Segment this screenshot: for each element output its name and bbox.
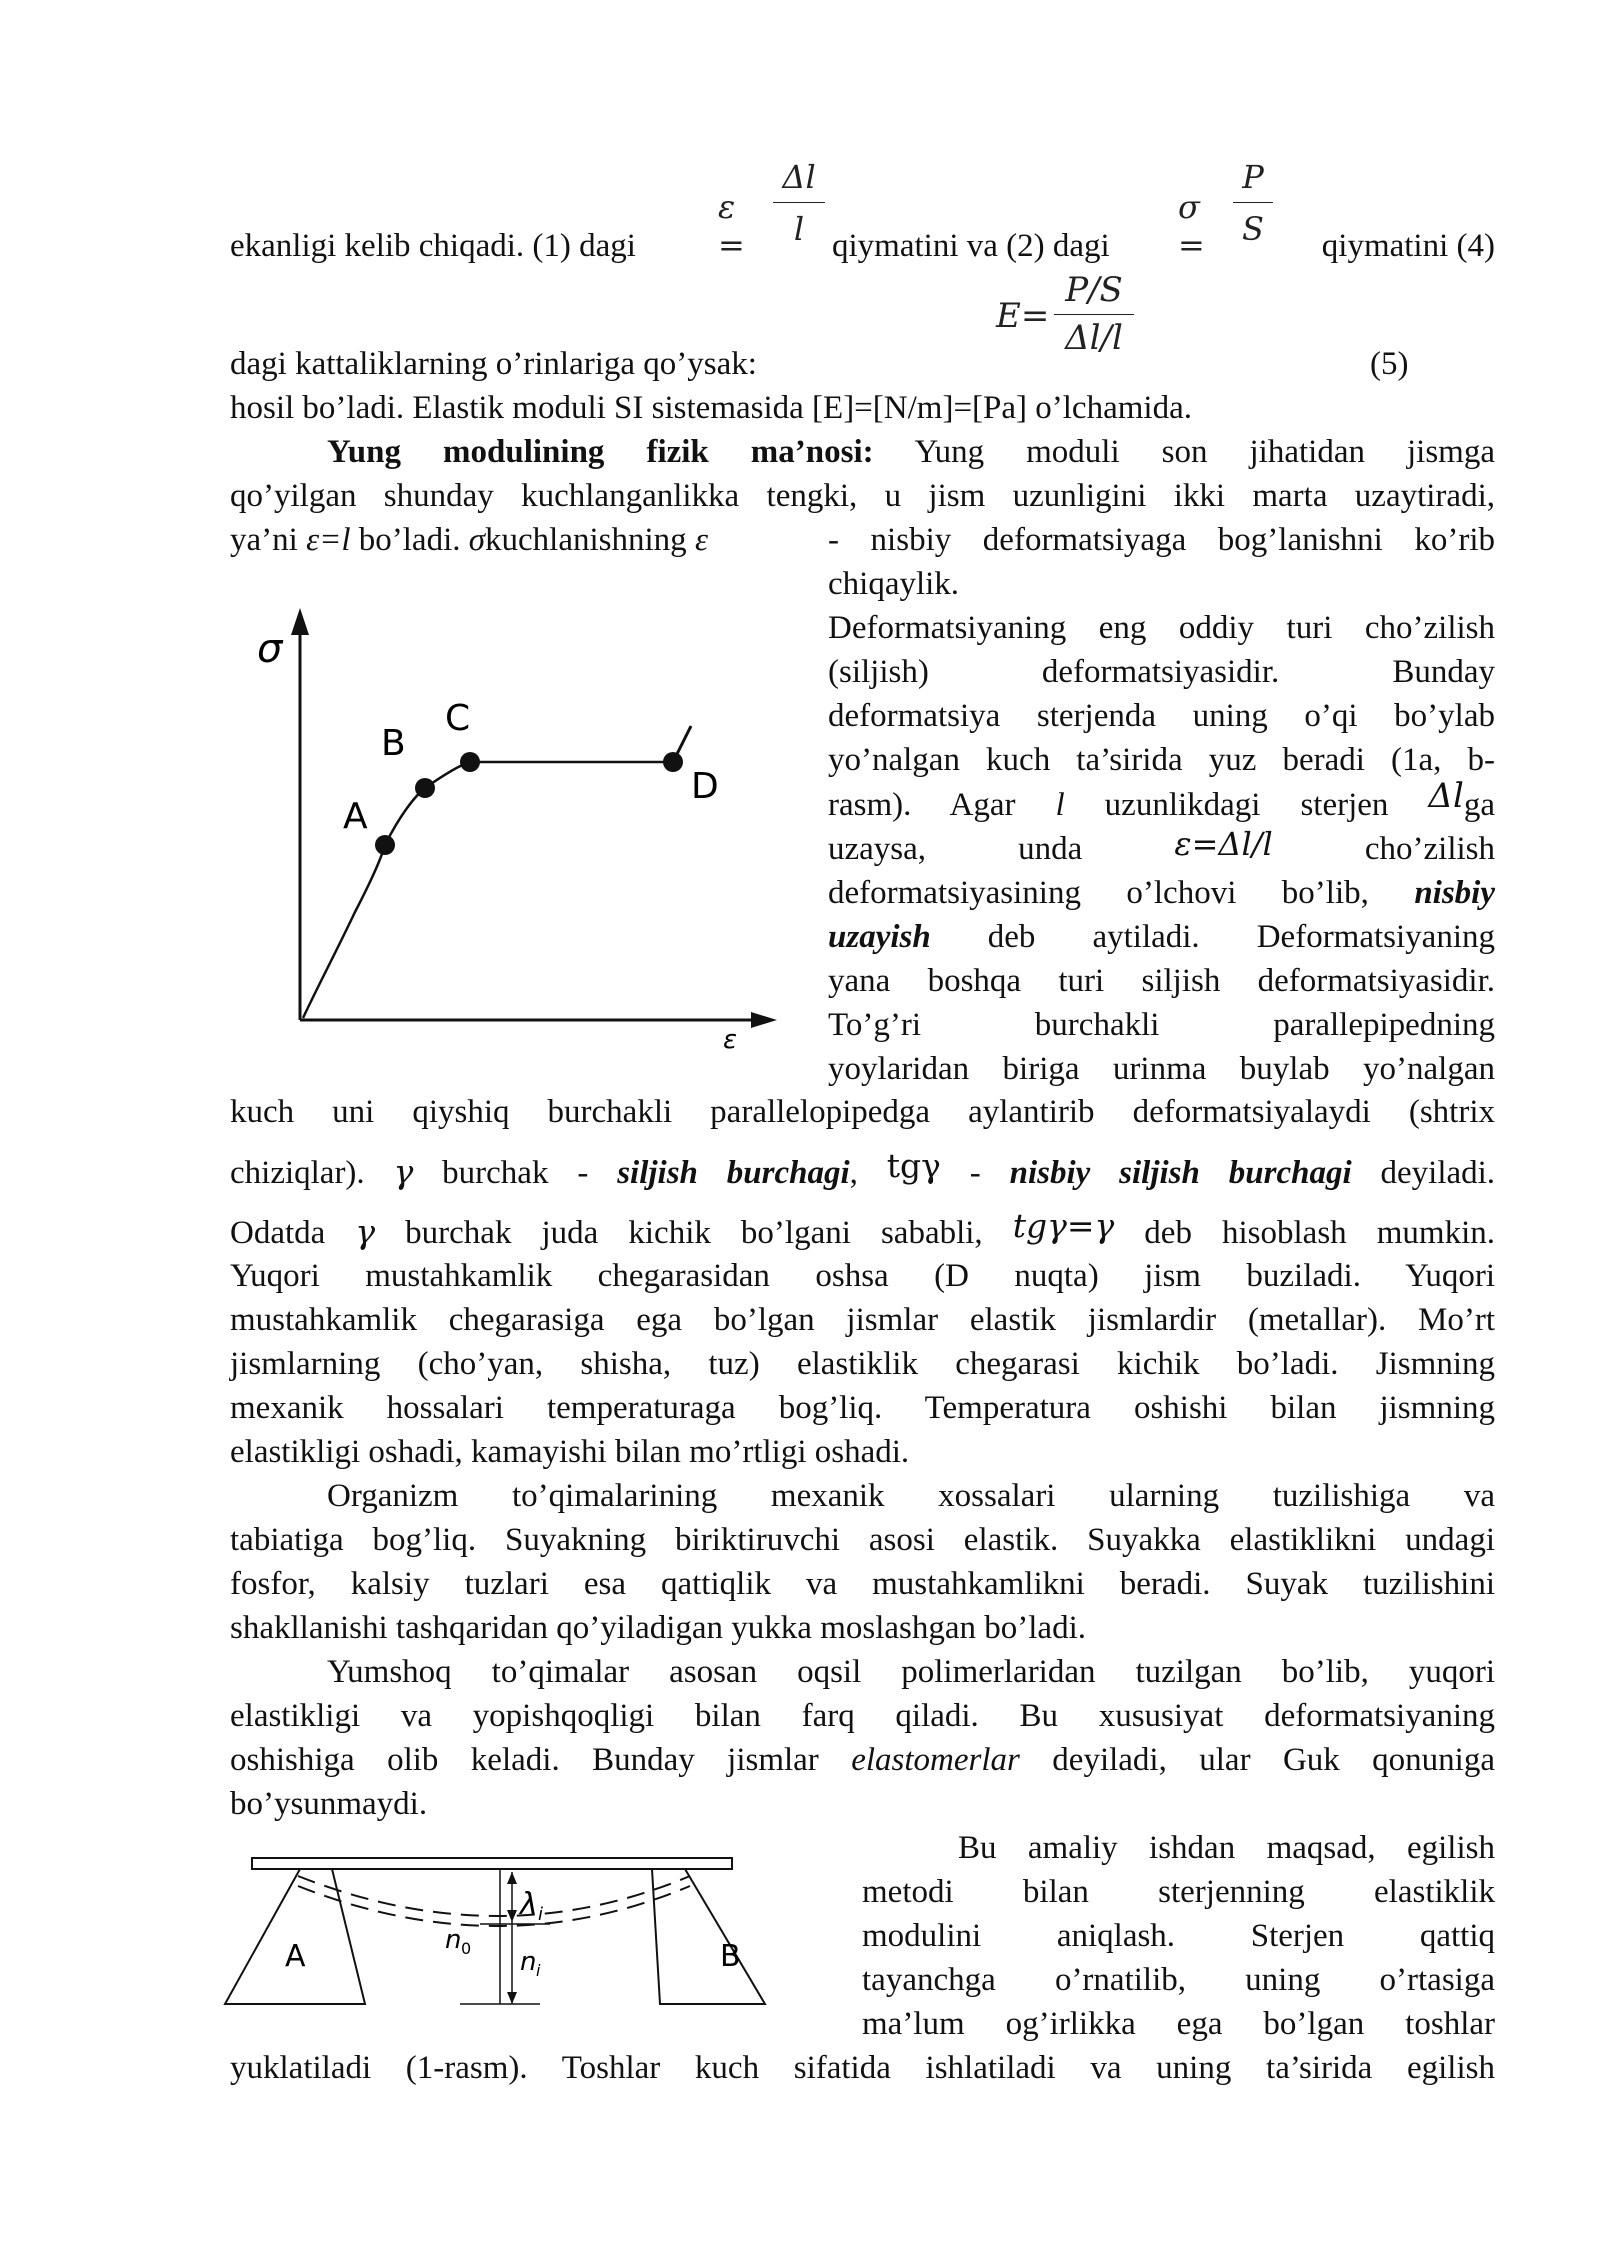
text-line bbox=[230, 1090, 1495, 1134]
point-c bbox=[460, 752, 480, 772]
text-line bbox=[828, 871, 1495, 915]
lambda-label: λ bbox=[520, 1887, 538, 1922]
text-line bbox=[828, 776, 1495, 826]
math-span: γ bbox=[393, 1152, 414, 1191]
bold-italic-term: siljish burchagi bbox=[617, 1155, 850, 1191]
text-span: ga bbox=[1463, 787, 1495, 823]
text-line: metodi bilan sterjenning elastiklik bbox=[862, 1874, 1495, 1910]
formula-denominator: S bbox=[1242, 210, 1264, 248]
text-line: Bu amaliy ishdan maqsad, egilish bbox=[958, 1830, 1495, 1866]
text-line bbox=[327, 430, 1495, 474]
beam bbox=[252, 1858, 732, 1869]
text-line bbox=[230, 1206, 1495, 1255]
text-span: dagi kattaliklarning o’rinlariga qo’ysak: bbox=[230, 346, 757, 382]
wrapped-text-column bbox=[828, 518, 1495, 1091]
x-axis-label: ε bbox=[723, 1025, 738, 1055]
text-line: yana boshqa turi siljish deformatsiyasidir. bbox=[828, 963, 1495, 999]
support-a-label: A bbox=[285, 1939, 306, 1974]
deflected-beam-upper bbox=[298, 1876, 690, 1916]
text-span: burchak - bbox=[442, 1155, 589, 1191]
text-span: deyiladi, ular Guk qonuniga bbox=[1052, 1742, 1496, 1778]
text-span: - bbox=[969, 1155, 981, 1191]
y-axis-label: σ bbox=[257, 626, 283, 672]
text-line: To’g’ri burchakli parallepipedning bbox=[828, 1007, 1495, 1043]
text-line: yuklatiladi (1-rasm). Toshlar kuch sifatida ishlatiladi va uning ta’sirida egilish bbox=[230, 2050, 1495, 2086]
formula-denominator: Δl/l bbox=[1065, 318, 1123, 358]
text-line bbox=[230, 474, 1495, 518]
text-span: deb aytiladi. Deformatsiyaning bbox=[987, 919, 1495, 955]
n0-label: n bbox=[445, 1925, 462, 1955]
text-line: deformatsiya sterjenda uning o’qi bo’ylab bbox=[828, 698, 1495, 734]
text-line: Yumshoq to’qimalar asosan oqsil polimerlaridan tuzilgan bo’lib, yuqori bbox=[327, 1654, 1495, 1690]
math-span: Δl bbox=[1428, 776, 1464, 816]
text-line bbox=[230, 342, 1495, 386]
text-line bbox=[828, 915, 1495, 959]
text-line: modulini aniqlash. Sterjen qattiq bbox=[862, 1918, 1495, 1954]
label-d: D bbox=[691, 766, 719, 807]
text-line: Yuqori mustahkamlik chegarasidan oshsa (D nuqta) jism buziladi. Yuqori bbox=[230, 1258, 1495, 1294]
arrow-head bbox=[507, 1992, 517, 2004]
text-span: bo’ladi. bbox=[358, 522, 461, 558]
n0-subscript: 0 bbox=[461, 1939, 472, 1958]
x-axis-arrow bbox=[751, 1012, 777, 1028]
text-line: shakllanishi tashqaridan qo’yiladigan yukka moslashgan bo’ladi. bbox=[230, 1610, 1086, 1646]
text-span: kuchlanishning bbox=[485, 522, 687, 558]
text-span: ekanligi kelib chiqadi. (1) dagi bbox=[230, 228, 636, 264]
text-line: elastikligi oshadi, kamayishi bilan mo’rtligi oshadi. bbox=[230, 1434, 910, 1470]
bold-heading: Yung modulining fizik ma’nosi: bbox=[327, 434, 874, 470]
text-span: cho’zilish bbox=[1364, 831, 1496, 867]
math-span: γ bbox=[355, 1212, 376, 1251]
text-span: deyiladi. bbox=[1380, 1155, 1496, 1191]
beam-bending-diagram bbox=[220, 1836, 780, 2016]
text-line: fosfor, kalsiy tuzlari esa qattiqlik va mustahkamlikni beradi. Suyak tuzilishini bbox=[230, 1566, 1495, 1602]
label-c: C bbox=[445, 698, 471, 739]
math-span: ε=l bbox=[306, 522, 351, 558]
text-line: elastikligi va yopishqoqligi bilan farq qiladi. Bu xususiyat deformatsiyaning bbox=[230, 1698, 1495, 1734]
text-span: qiymatini va (2) dagi bbox=[832, 228, 1110, 264]
text-line: jismlarning (cho’yan, shisha, tuz) elastiklik chegarasi kichik bo’ladi. Jismning bbox=[230, 1346, 1495, 1382]
text-line: Deformatsiyaning eng oddiy turi cho’zilish bbox=[828, 610, 1495, 646]
arrow-head bbox=[507, 1910, 517, 1922]
text-line: - nisbiy deformatsiyaga bog’lanishni ko’rib bbox=[828, 522, 1495, 558]
ni-label: n bbox=[520, 1947, 537, 1977]
math-span: l bbox=[1055, 787, 1065, 823]
text-line: tabiatiga bog’liq. Suyakning biriktiruvchi asosi elastik. Suyakka elastiklikni undagi bbox=[230, 1522, 1495, 1558]
text-line bbox=[828, 826, 1495, 871]
text-span: burchak juda kichik bo’lgani sababli, bbox=[405, 1215, 983, 1251]
text-span: chiziqlar). bbox=[230, 1155, 365, 1191]
deflected-beam-lower bbox=[298, 1886, 690, 1926]
arrow-head bbox=[507, 1872, 517, 1884]
text-span: oshishiga olib keladi. Bunday jismlar bbox=[230, 1742, 819, 1778]
text-line: yo’nalgan kuch ta’sirida yuz beradi (1a, b- bbox=[828, 742, 1495, 778]
text-span: rasm). Agar bbox=[828, 787, 1016, 823]
text-span: deformatsiyasining o’lchovi bo’lib, bbox=[828, 875, 1369, 911]
wrapped-text-column bbox=[862, 1826, 1495, 2046]
support-b-label: B bbox=[720, 1939, 741, 1974]
formula-lhs: ε = bbox=[718, 188, 745, 264]
text-line: (siljish) deformatsiyasidir. Bunday bbox=[828, 654, 1495, 690]
text-span: qiymatini (4) bbox=[1321, 228, 1495, 264]
text-span: uzunlikdagi sterjen bbox=[1104, 787, 1389, 823]
label-a: A bbox=[343, 796, 368, 837]
text-span: (5) bbox=[1370, 346, 1409, 382]
y-axis-arrow bbox=[291, 608, 309, 635]
text-line bbox=[230, 386, 1495, 430]
text-span: deb hisoblash mumkin. bbox=[1144, 1215, 1495, 1251]
fraction-bar bbox=[1233, 202, 1273, 203]
text-line: tayanchga o’rnatilib, uning o’rtasiga bbox=[862, 1962, 1495, 1998]
text-line: chiqaylik. bbox=[828, 566, 960, 602]
formula-numerator: P bbox=[1242, 158, 1264, 196]
equation-number bbox=[1370, 342, 1450, 386]
formula-lhs: E= bbox=[996, 296, 1050, 336]
text-line: mustahkamlik chegarasiga ega bo’lgan jismlar elastik jismlardir (metallar). Mo’rt bbox=[230, 1302, 1495, 1338]
math-span: tgγ bbox=[886, 1146, 941, 1185]
text-line bbox=[832, 224, 1152, 268]
text-line: ma’lum og’irlikka ega bo’lgan toshlar bbox=[862, 2006, 1495, 2042]
formula-lhs: σ = bbox=[1178, 188, 1205, 264]
text-span: qo’yilgan shunday kuchlanganlikka tengki, u jism uzunligini ikki marta uzaytiradi, bbox=[230, 478, 1495, 514]
text-line: yoylaridan biriga urinma buylab yo’nalgan bbox=[828, 1051, 1495, 1087]
math-span: ε=Δl/l bbox=[1174, 825, 1273, 863]
italic-term: elastomerlar bbox=[851, 1742, 1020, 1778]
formula-denominator: l bbox=[793, 210, 805, 248]
text-span: kuch uni qiyshiq burchakli parallelopipedga aylantirib deformatsiyalaydi (shtrix bbox=[230, 1094, 1495, 1130]
text-span: hosil bo’ladi. Elastik moduli SI sistemasida [E]=[N/m]=[Pa] o’lchamida. bbox=[230, 390, 1192, 426]
text-line bbox=[1293, 224, 1495, 268]
point-b bbox=[415, 778, 435, 798]
text-line: mexanik hossalari temperaturaga bog’liq. Temperatura oshishi bilan jismning bbox=[230, 1390, 1495, 1426]
formula-numerator: P/S bbox=[1065, 270, 1123, 310]
text-span: Yung moduli son jihatidan jismga bbox=[914, 434, 1495, 470]
fraction-bar bbox=[773, 202, 825, 203]
text-line: Organizm to’qimalarining mexanik xossalari ularning tuzilishiga va bbox=[327, 1478, 1495, 1514]
formula-numerator: Δl bbox=[782, 158, 816, 196]
label-b: B bbox=[381, 723, 406, 764]
point-a bbox=[375, 835, 395, 855]
bold-italic-term: nisbiy siljish burchagi bbox=[1009, 1155, 1352, 1191]
ni-subscript: i bbox=[536, 1961, 541, 1980]
text-line: chiziqlar). γ burchak - siljish burchagi, tgγ - nisbiy siljish burchagi deyiladi. bbox=[230, 1146, 1496, 1191]
text-span: uzaysa, bbox=[828, 831, 927, 867]
bold-italic-term: nisbiy bbox=[1414, 875, 1495, 911]
text-span: unda bbox=[1018, 831, 1083, 867]
support-b bbox=[652, 1869, 765, 2004]
point-d bbox=[663, 752, 683, 772]
fraction-bar bbox=[1054, 314, 1134, 315]
text-line bbox=[230, 518, 830, 562]
bold-italic-term: uzayish bbox=[828, 919, 931, 955]
text-span: ya’ni bbox=[230, 522, 298, 558]
stress-strain-graph bbox=[245, 600, 785, 1060]
lambda-subscript: i bbox=[538, 1904, 544, 1925]
text-span: Odatda bbox=[230, 1215, 326, 1251]
math-span: tgγ=γ bbox=[1012, 1206, 1115, 1245]
math-span: ε bbox=[694, 522, 708, 558]
text-line bbox=[230, 1738, 1495, 1782]
math-span: σ bbox=[468, 522, 486, 558]
text-line: bo’ysunmaydi. bbox=[230, 1786, 428, 1822]
support-a bbox=[225, 1869, 365, 2004]
